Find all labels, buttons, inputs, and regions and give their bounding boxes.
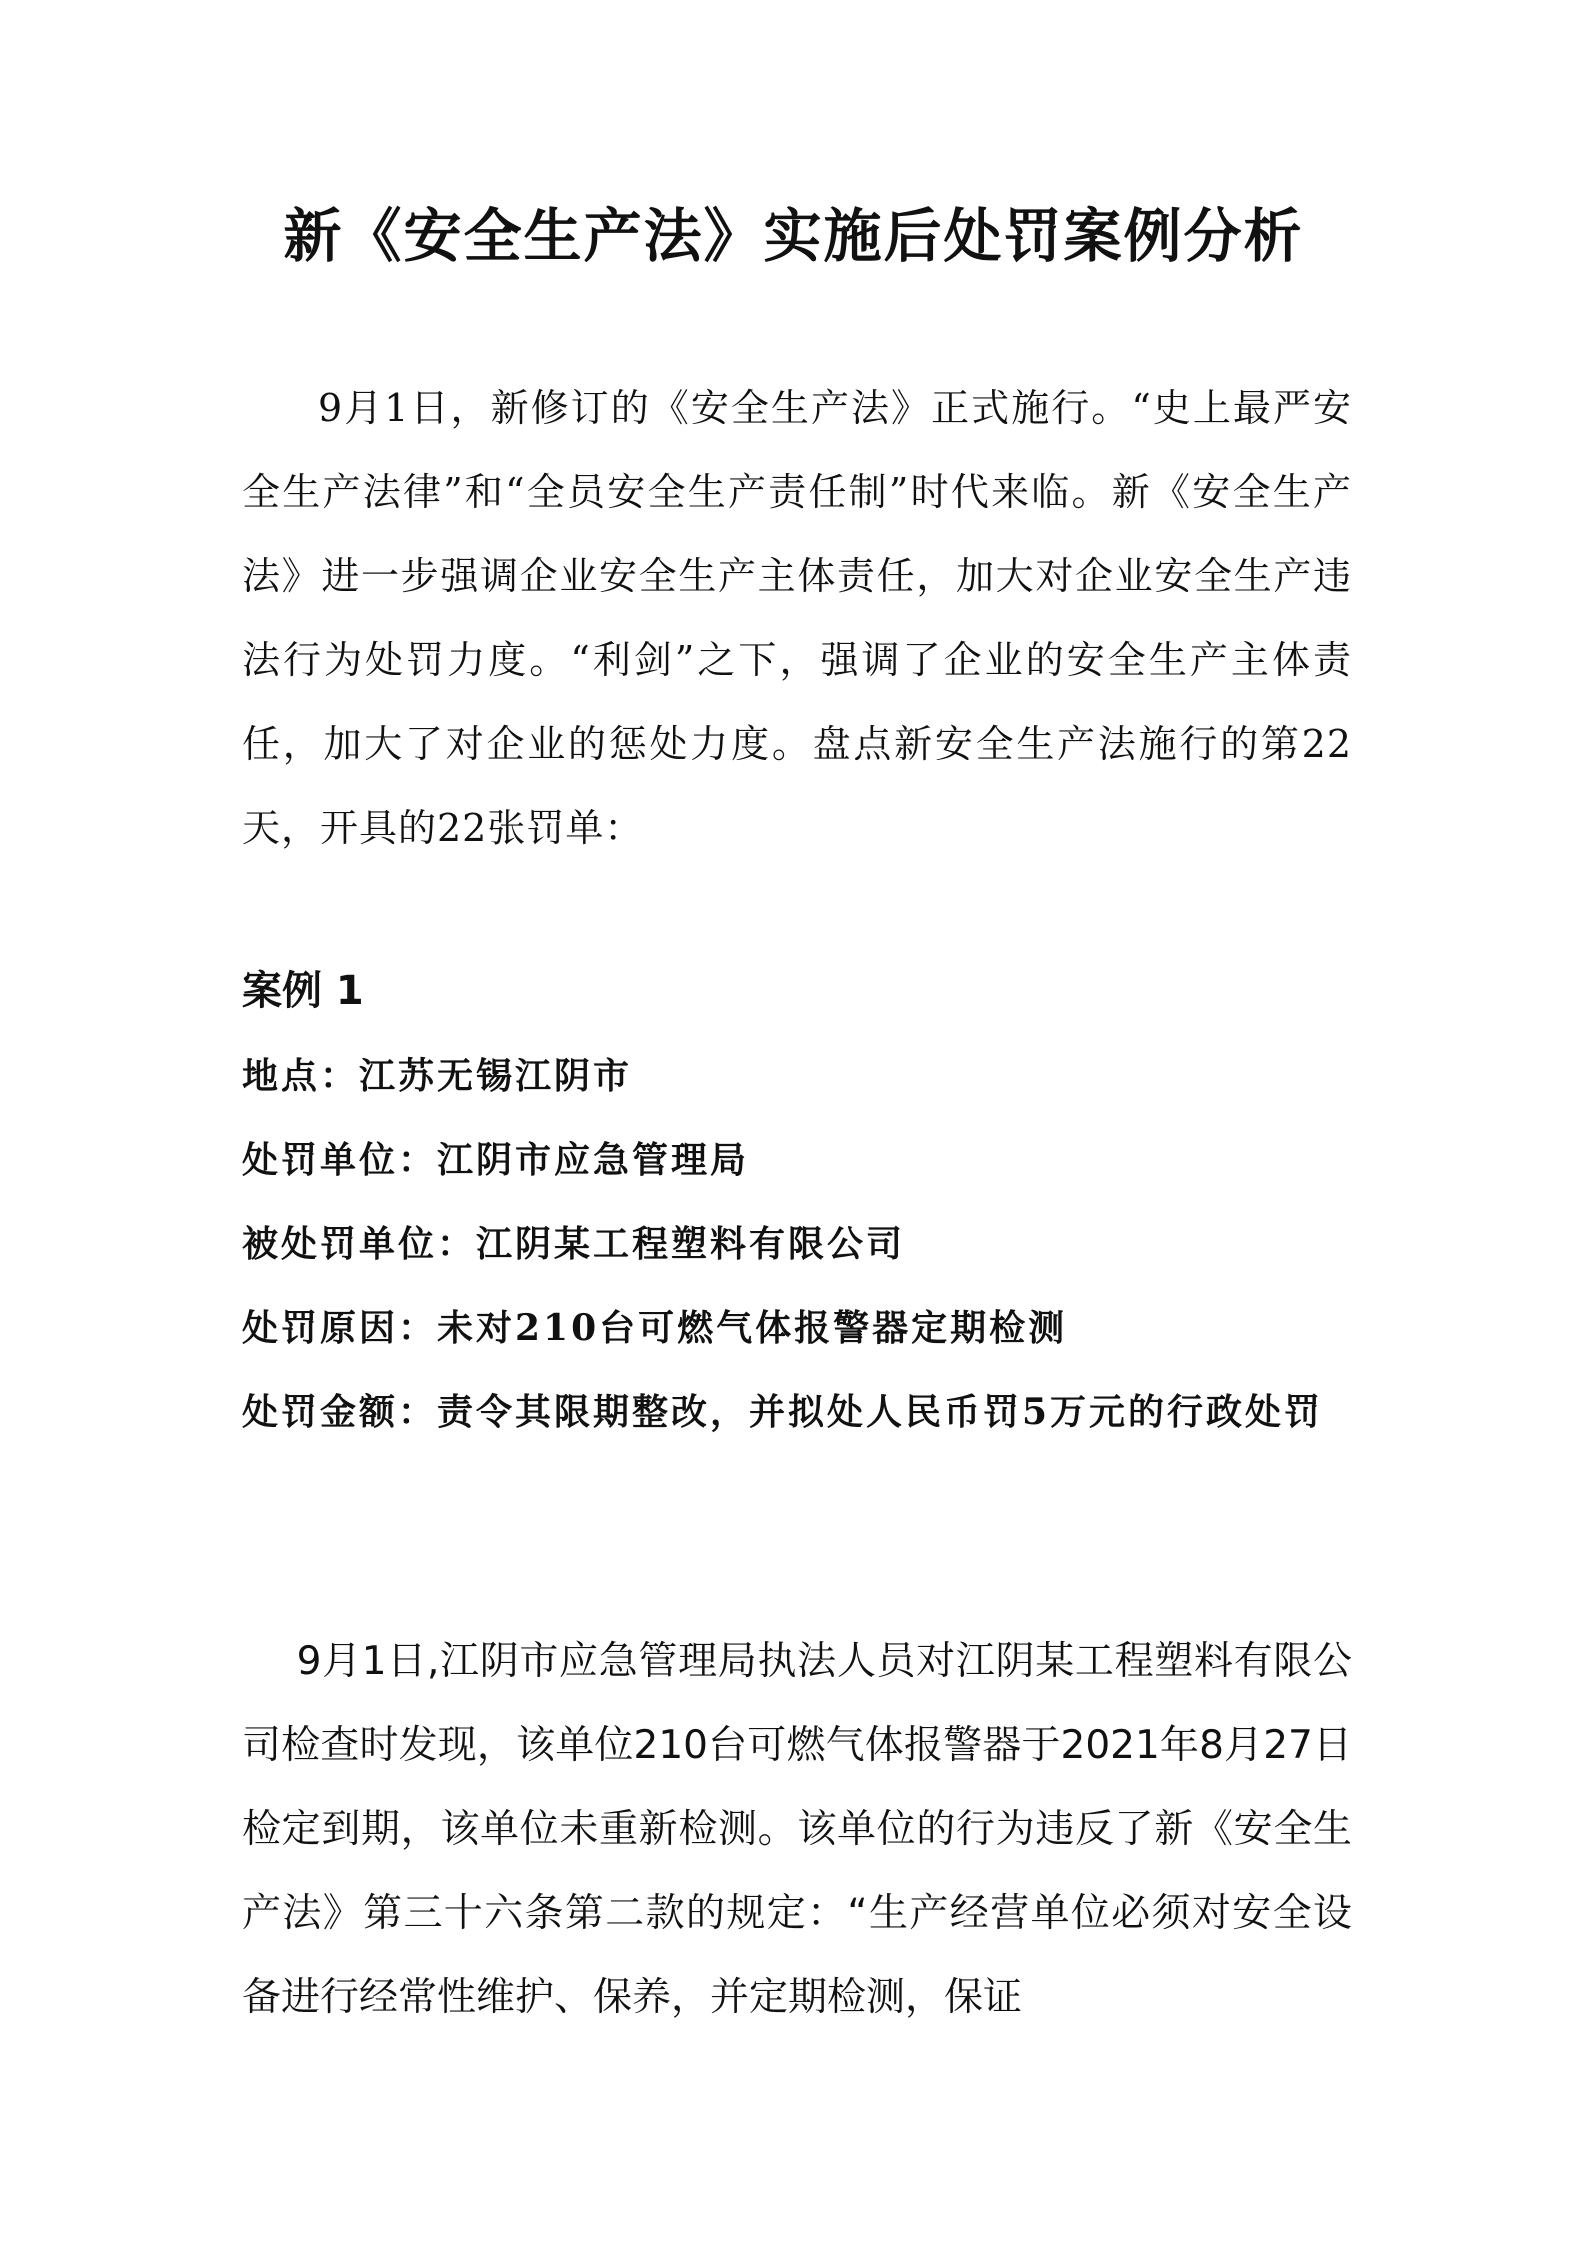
case-authority: 处罚单位：江阴市应急管理局: [242, 1139, 750, 1181]
case-facts: [242, 1034, 1352, 1454]
case-body-paragraph: 9月1日,江阴市应急管理局执法人员对江阴某工程塑料有限公司检查时发现，该单位210台可燃气体报警器于2021年8月27日检定到期，该单位未重新检测。该单位的行为违反了新《安全生产法》第三十六条第二款的规定：“生产经营单位必须对安全设备进行经常性维护、保养，并定期检测，保证: [242, 1639, 1352, 2020]
case-penalized-unit: 被处罚单位：江阴某工程塑料有限公司: [242, 1223, 906, 1265]
case-location: 地点：江苏无锡江阴市: [242, 1055, 633, 1097]
case-heading: 案例 1: [242, 968, 364, 1014]
case-amount: 处罚金额：责令其限期整改，并拟处人民币罚5万元的行政处罚: [242, 1391, 1324, 1433]
intro-paragraph: 9月1日，新修订的《安全生产法》正式施行。“史上最严安全生产法律”和“全员安全生产责任制”时代来临。新《安全生产法》进一步强调企业安全生产主体责任，加大对企业安全生产违法行为处罚力度。“利剑”之下，强调了企业的安全生产主体责任，加大了对企业的惩处力度。盘点新安全生产法施行的第22天，开具的22张罚单：: [242, 386, 1352, 850]
case-reason: 处罚原因：未对210台可燃气体报警器定期检测: [242, 1307, 1068, 1349]
document-title: 新《安全生产法》实施后处罚案例分析: [283, 202, 1304, 270]
